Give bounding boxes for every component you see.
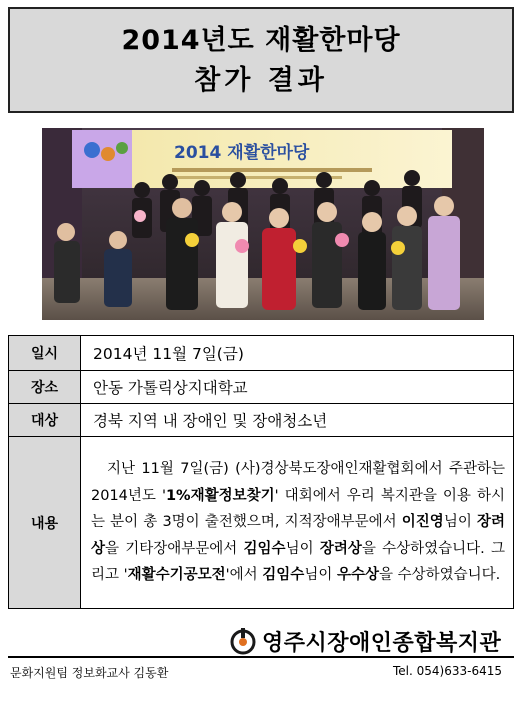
- organization: [228, 623, 501, 659]
- banner-text: 2014 재활한마당: [174, 143, 310, 163]
- date-value: 2014년 11월 7일(금): [81, 336, 514, 371]
- info-table: [8, 335, 514, 609]
- row-date: [9, 336, 514, 371]
- welfare-center-logo-icon: [228, 626, 258, 656]
- divider: [8, 656, 514, 658]
- date-label: 일시: [9, 336, 81, 371]
- row-content: [9, 437, 514, 609]
- title-line2: 참가 결과: [194, 65, 328, 96]
- event-photo: [42, 128, 484, 320]
- title-box: [8, 7, 514, 113]
- content-text: 지난 11월 7일(금) (사)경상북도장애인재활협회에서 주관하는 2014년도 '1%재활정보찾기' 대회에서 우리 복지관을 이용 하시는 분이 총 3명이 출전했으며, 지적장애부문에서 이진영님이 장려상을 기타장애부문에서 김임수님이 장려상을 수상하였습니다. 그리고 '재활수기공모전'에서 김임수님이 우수상을 수상하였습니다.: [81, 437, 514, 609]
- content-label: 내용: [9, 437, 81, 609]
- place-value: 안동 가톨릭상지대학교: [81, 371, 514, 404]
- title-line1: 2014년도 재활한마당: [121, 25, 401, 56]
- author-text: 문화지원팀 정보화교사 김동환: [10, 666, 169, 680]
- target-value: 경북 지역 내 장애인 및 장애청소년: [81, 404, 514, 437]
- target-label: 대상: [9, 404, 81, 437]
- row-place: [9, 371, 514, 404]
- row-target: [9, 404, 514, 437]
- place-label: 장소: [9, 371, 81, 404]
- tel-text: Tel. 054)633-6415: [393, 664, 502, 678]
- organization-name: 영주시장애인종합복지관: [262, 630, 502, 656]
